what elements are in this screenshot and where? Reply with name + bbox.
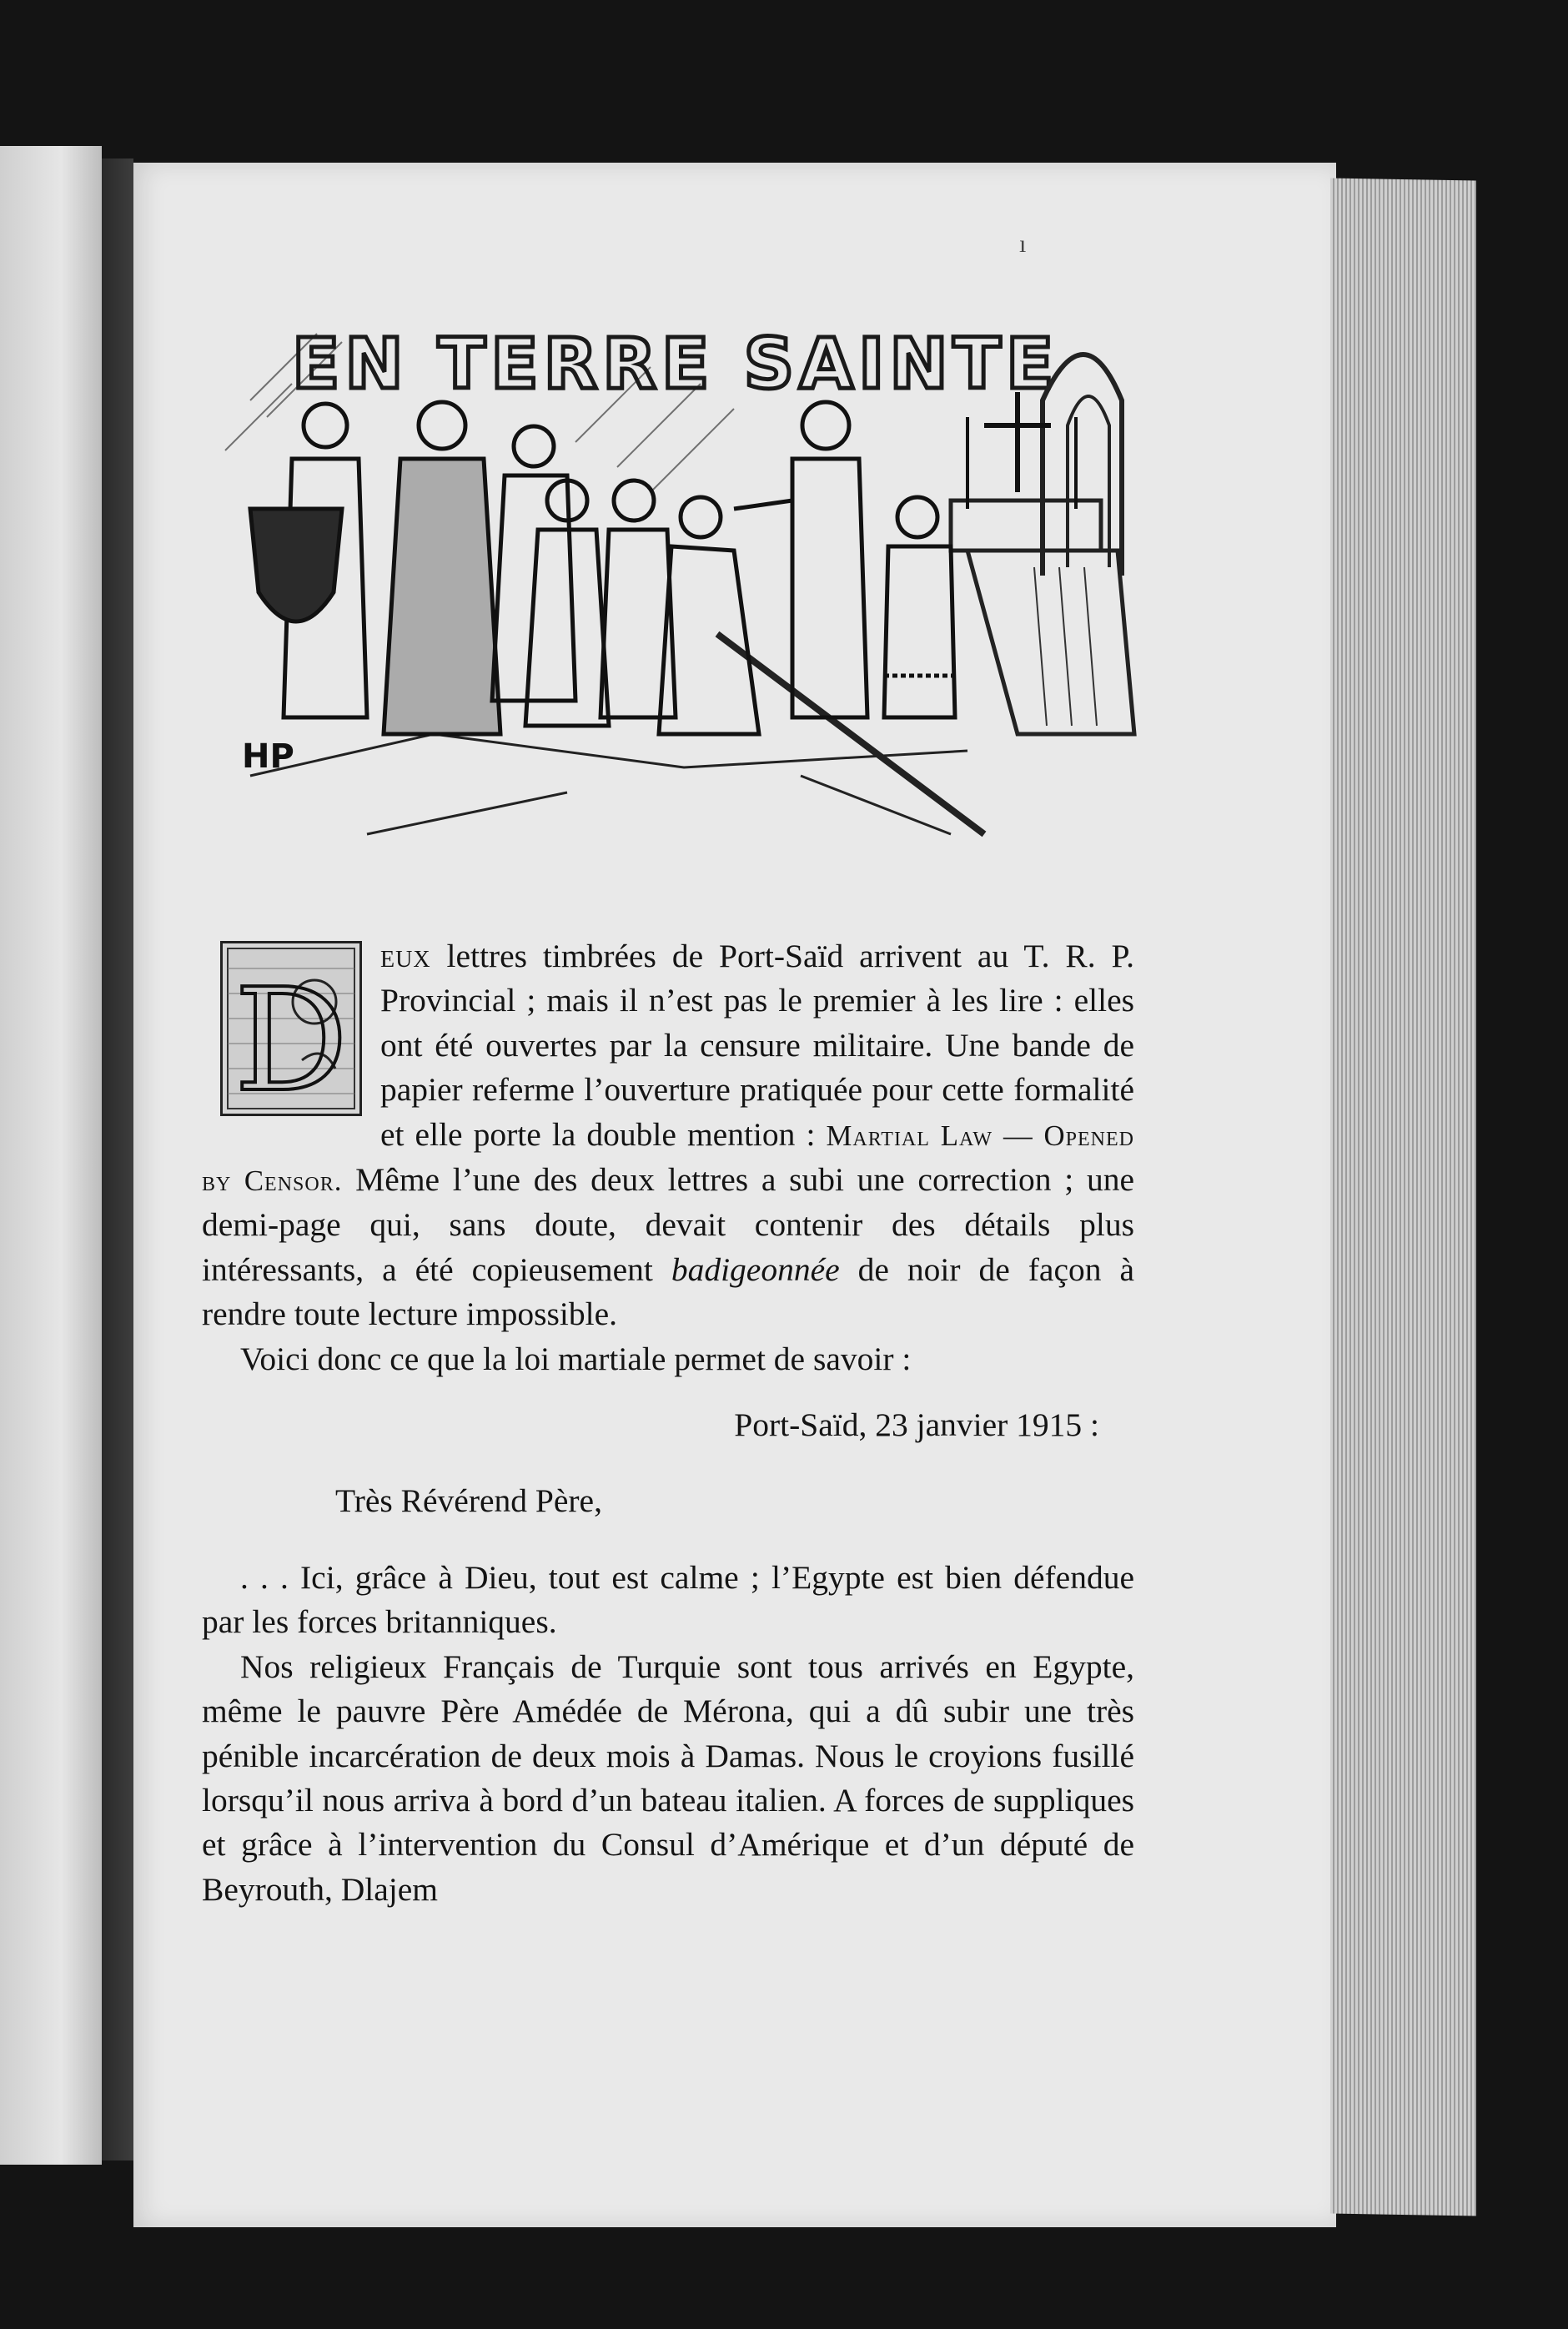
artist-monogram: HP [242, 737, 294, 776]
decorative-drop-cap [220, 941, 362, 1116]
page-stack-edge [1330, 178, 1476, 2216]
letter-paragraph-1: . . . Ici, grâce à Dieu, tout est calme ; l’Egypte est bien défendue par les forces britanniques. [202, 1558, 1134, 1641]
left-page-edge [0, 146, 102, 2165]
letter-paragraph-2: Nos religieux Français de Turquie sont tous arrivés en Egypte, même le pauvre Père Amédée de Mérona, qui a dû subir une très pénible incarcération de deux mois à Damas. Nous le croyions fusillé lorsqu’il nous arriva à bord d’un bateau italien. A forces de suppliques et grâce à l’intervention du Consul d’Amérique et d’un député de Beyrouth, Dlajem [202, 1647, 1134, 1908]
book-gutter [102, 158, 133, 2160]
censor-mention: Martial Law — Opened by Censor. [202, 1119, 1134, 1198]
page-mark: ı [1019, 230, 1027, 258]
intro-text-a: lettres timbrées de Port-Saïd arrivent au T. R. P. Provincial ; mais il n’est pas le premier à les lire : elles ont été ouvertes par la censure militaire. Une bande de papier referme l’ouverture pratiquée pour cette formalité et elle porte la double mention : [380, 938, 1134, 1153]
drop-cap-letter: D [234, 958, 349, 1114]
intro-text-c: de noir de façon à rendre toute lecture impossible. [202, 1250, 1134, 1333]
first-word-rest: eux [380, 938, 431, 974]
intro-paragraph-2: Voici donc ce que la loi martiale permet de savoir : [240, 1340, 912, 1377]
header-illustration [217, 300, 1176, 843]
intro-paragraph [202, 934, 1134, 1337]
page-text [202, 934, 1134, 1912]
letter-salutation: Très Révérend Père, [335, 1482, 602, 1520]
intro-text-b: Même l’une des deux lettres a subi une correction ; une demi-page qui, sans doute, devait contenir des détails plus intéressants, a été copieusement [202, 1161, 1134, 1288]
illustration-title: EN TERRE SAINTE [292, 323, 1059, 405]
intro-italic-word: badigeonnée [671, 1250, 840, 1288]
letter-date-line: Port-Saïd, 23 janvier 1915 : [734, 1406, 1099, 1444]
